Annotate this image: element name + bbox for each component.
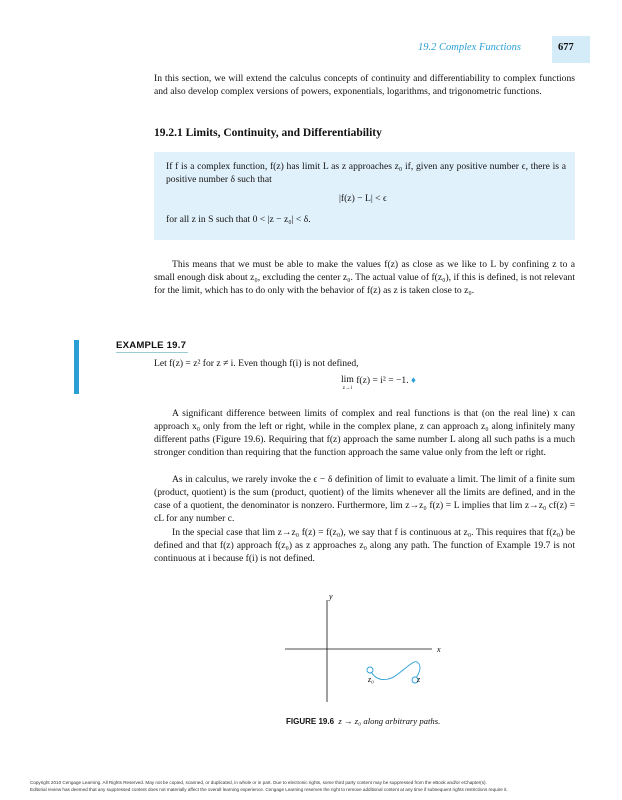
point-z-label: z bbox=[417, 675, 421, 684]
difference-paragraph: A significant difference between limits of complex and real functions is that (on the real line) x can approach x₀ only from the left or right, while in the complex plane, z can approach z₀ along infinitely many different paths (Figure 19.6). Requiring that f(z) approach the same number L along all such paths is a much stronger condition than requiring that the function approach the same value only from the left or right. bbox=[154, 408, 575, 459]
example-equation bbox=[341, 375, 416, 391]
copyright-notice bbox=[30, 780, 600, 793]
example-rule bbox=[116, 352, 188, 353]
example-label: EXAMPLE 19.7 bbox=[116, 340, 187, 351]
end-of-example-icon: ♦ bbox=[411, 375, 416, 386]
continuous-paragraph: In the special case that lim z→z₀ f(z) = f(z₀), we say that f is continuous at z₀. This requires that f(z₀) be defined and that f(z) approach f(z₀) as z approaches z₀ along any path. The function of Example 19.7 is not continuous at i because f(i) is not defined. bbox=[154, 527, 575, 565]
example-equation-rest: f(z) = i² = −1. bbox=[356, 375, 409, 386]
figure-19-6 bbox=[280, 590, 460, 705]
path-curve bbox=[370, 662, 420, 680]
definition-equation: |f(z) − L| < ϵ bbox=[339, 193, 387, 204]
x-axis-label: x bbox=[437, 645, 441, 654]
intro-paragraph: In this section, we will extend the calculus concepts of continuity and differentiability to complex functions and also develop complex versions of powers, exponentials, logarithms, and trigonometric functions. bbox=[154, 73, 575, 98]
meaning-paragraph: This means that we must be able to make the values f(z) as close as we like to L by confining z to a small enough disk about z₀, excluding the center z₀. The actual value of f(z₀), if this is defined, is not relevant for the limit, which has to do only with the behavior of f(z) as z is taken close to z₀. bbox=[154, 259, 575, 297]
copyright-line-2: Editorial review has deemed that any suppressed content does not materially affect the overall learning experience. Cengage Learning reserves the right to remove additional content at any time if subsequent rights restrictions require it. bbox=[30, 786, 508, 792]
point-z0 bbox=[367, 667, 373, 673]
page-number: 677 bbox=[558, 42, 574, 53]
example-text: Let f(z) = z² for z ≠ i. Even though f(i) is not defined, bbox=[154, 358, 359, 369]
definition-text: If f is a complex function, f(z) has limit L as z approaches z₀ if, given any positive number ϵ, there is a positive number δ such that bbox=[166, 161, 566, 186]
example-accent-bar bbox=[74, 340, 79, 394]
example-lim-sub: z→i bbox=[342, 385, 353, 391]
running-title: 19.2 Complex Functions bbox=[418, 42, 521, 53]
definition-box bbox=[154, 152, 575, 240]
copyright-line-1: Copyright 2010 Cengage Learning. All Rights Reserved. May not be copied, scanned, or duplicated, in whole or in part. Due to electronic rights, some third party content may be suppressed from the eBook and/or eChapter(s). bbox=[30, 780, 487, 785]
point-z0-label: z₀ bbox=[368, 675, 374, 684]
figure-caption-text: z → z₀ along arbitrary paths. bbox=[338, 716, 441, 726]
definition-condition: for all z in S such that 0 < |z − z₀| < δ. bbox=[166, 214, 311, 225]
figure-caption-label: FIGURE 19.6 bbox=[286, 717, 335, 726]
example-lim: lim bbox=[341, 374, 354, 385]
figure-caption bbox=[286, 715, 456, 728]
calculus-paragraph: As in calculus, we rarely invoke the ϵ − δ definition of limit to evaluate a limit. The limit of a finite sum (product, quotient) is the sum (product, quotient) of the limits whenever all the limits are defined, and in the case of a quotient, the denominator is nonzero. Furthermore, lim z→z₀ f(z) = L implies that lim z→z₀ cf(z) = cL for any number c. bbox=[154, 474, 575, 525]
y-axis-label: y bbox=[329, 592, 333, 601]
section-title: 19.2.1 Limits, Continuity, and Differentiability bbox=[154, 127, 382, 139]
